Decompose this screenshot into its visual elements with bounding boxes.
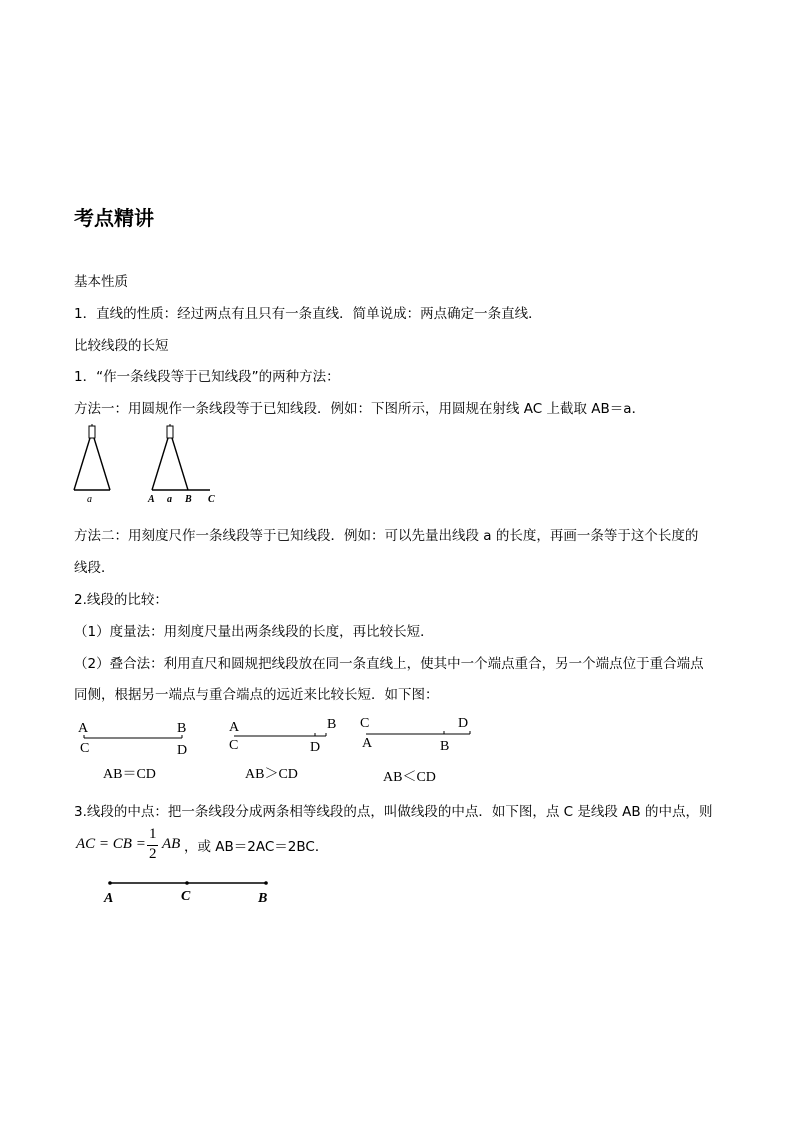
compass-icon-right — [152, 424, 210, 490]
subheading-compare-segments: 比较线段的长短 — [74, 338, 169, 354]
caption-ab-less-cd: AB＜CD — [383, 770, 436, 785]
label-A: A — [104, 891, 114, 906]
label-B: B — [258, 891, 268, 906]
paragraph-segment-compare: 2.线段的比较： — [74, 592, 168, 608]
paragraph-method-two-line1: 方法二：用刻度尺作一条线段等于已知线段．例如：可以先量出线段 a 的长度，再画一条等于这个长度的 — [74, 528, 699, 544]
label-top-left: C — [360, 716, 370, 731]
label-bottom-right: D — [310, 740, 321, 755]
caption-ab-equals-cd: AB＝CD — [103, 767, 156, 782]
midpoint-figure — [100, 876, 280, 912]
label-bottom-left: A — [362, 736, 373, 751]
label-bottom-left: C — [80, 741, 90, 756]
label-top-left: A — [229, 720, 240, 735]
formula-rest: ，或 AB＝2AC＝2BC． — [184, 839, 329, 855]
compass-icon-left — [74, 424, 110, 490]
label-bottom-right: D — [177, 743, 188, 758]
comparison-figure-greater — [226, 714, 356, 784]
section-heading: 考点精讲 — [74, 206, 154, 230]
point-C — [185, 881, 189, 885]
paragraph-method-two-line2: 线段． — [74, 560, 115, 576]
paragraph-midpoint: 3.线段的中点：把一条线段分成两条相等线段的点，叫做线段的中点．如下图，点 C 是线段 AB 的中点，则 — [74, 804, 713, 820]
compass-figure — [70, 424, 230, 506]
formula-lhs: AC = CB = — [76, 836, 146, 852]
label-ray-a: a — [167, 494, 172, 505]
label-top-right: D — [458, 716, 469, 731]
comparison-figure-equal — [74, 716, 204, 786]
paragraph-two-methods: 1．“作一条线段等于已知线段”的两种方法： — [74, 369, 340, 385]
label-ray-B: B — [185, 494, 192, 505]
label-top-left: A — [78, 721, 89, 736]
formula-numerator: 1 — [149, 826, 157, 842]
midpoint-formula — [74, 826, 474, 870]
label-a-left: a — [87, 494, 92, 505]
label-top-right: B — [177, 721, 187, 736]
label-top-right: B — [327, 717, 337, 732]
paragraph-measure-method: （1）度量法：用刻度尺量出两条线段的长度，再比较长短． — [74, 624, 434, 640]
label-bottom-left: C — [229, 738, 239, 753]
comparison-figure-less — [360, 712, 490, 788]
label-ray-C: C — [208, 494, 215, 505]
subheading-basic-properties: 基本性质 — [74, 274, 128, 290]
point-B — [264, 881, 268, 885]
paragraph-overlay-method-line2: 同侧，根据另一端点与重合端点的远近来比较长短．如下图： — [74, 687, 439, 703]
point-A — [108, 881, 112, 885]
paragraph-overlay-method-line1: （2）叠合法：利用直尺和圆规把线段放在同一条直线上，使其中一个端点重合，另一个端点位于重合端点 — [74, 656, 704, 672]
formula-ab: AB — [162, 836, 181, 852]
label-C: C — [181, 889, 191, 904]
formula-denominator: 2 — [149, 846, 157, 862]
label-bottom-right: B — [440, 739, 450, 754]
paragraph-method-one: 方法一：用圆规作一条线段等于已知线段．例如：下图所示，用圆规在射线 AC 上截取 AB＝a． — [74, 401, 646, 417]
label-ray-A: A — [148, 494, 155, 505]
paragraph-line-property: 1．直线的性质：经过两点有且只有一条直线．简单说成：两点确定一条直线． — [74, 306, 542, 322]
caption-ab-greater-cd: AB＞CD — [245, 767, 298, 782]
